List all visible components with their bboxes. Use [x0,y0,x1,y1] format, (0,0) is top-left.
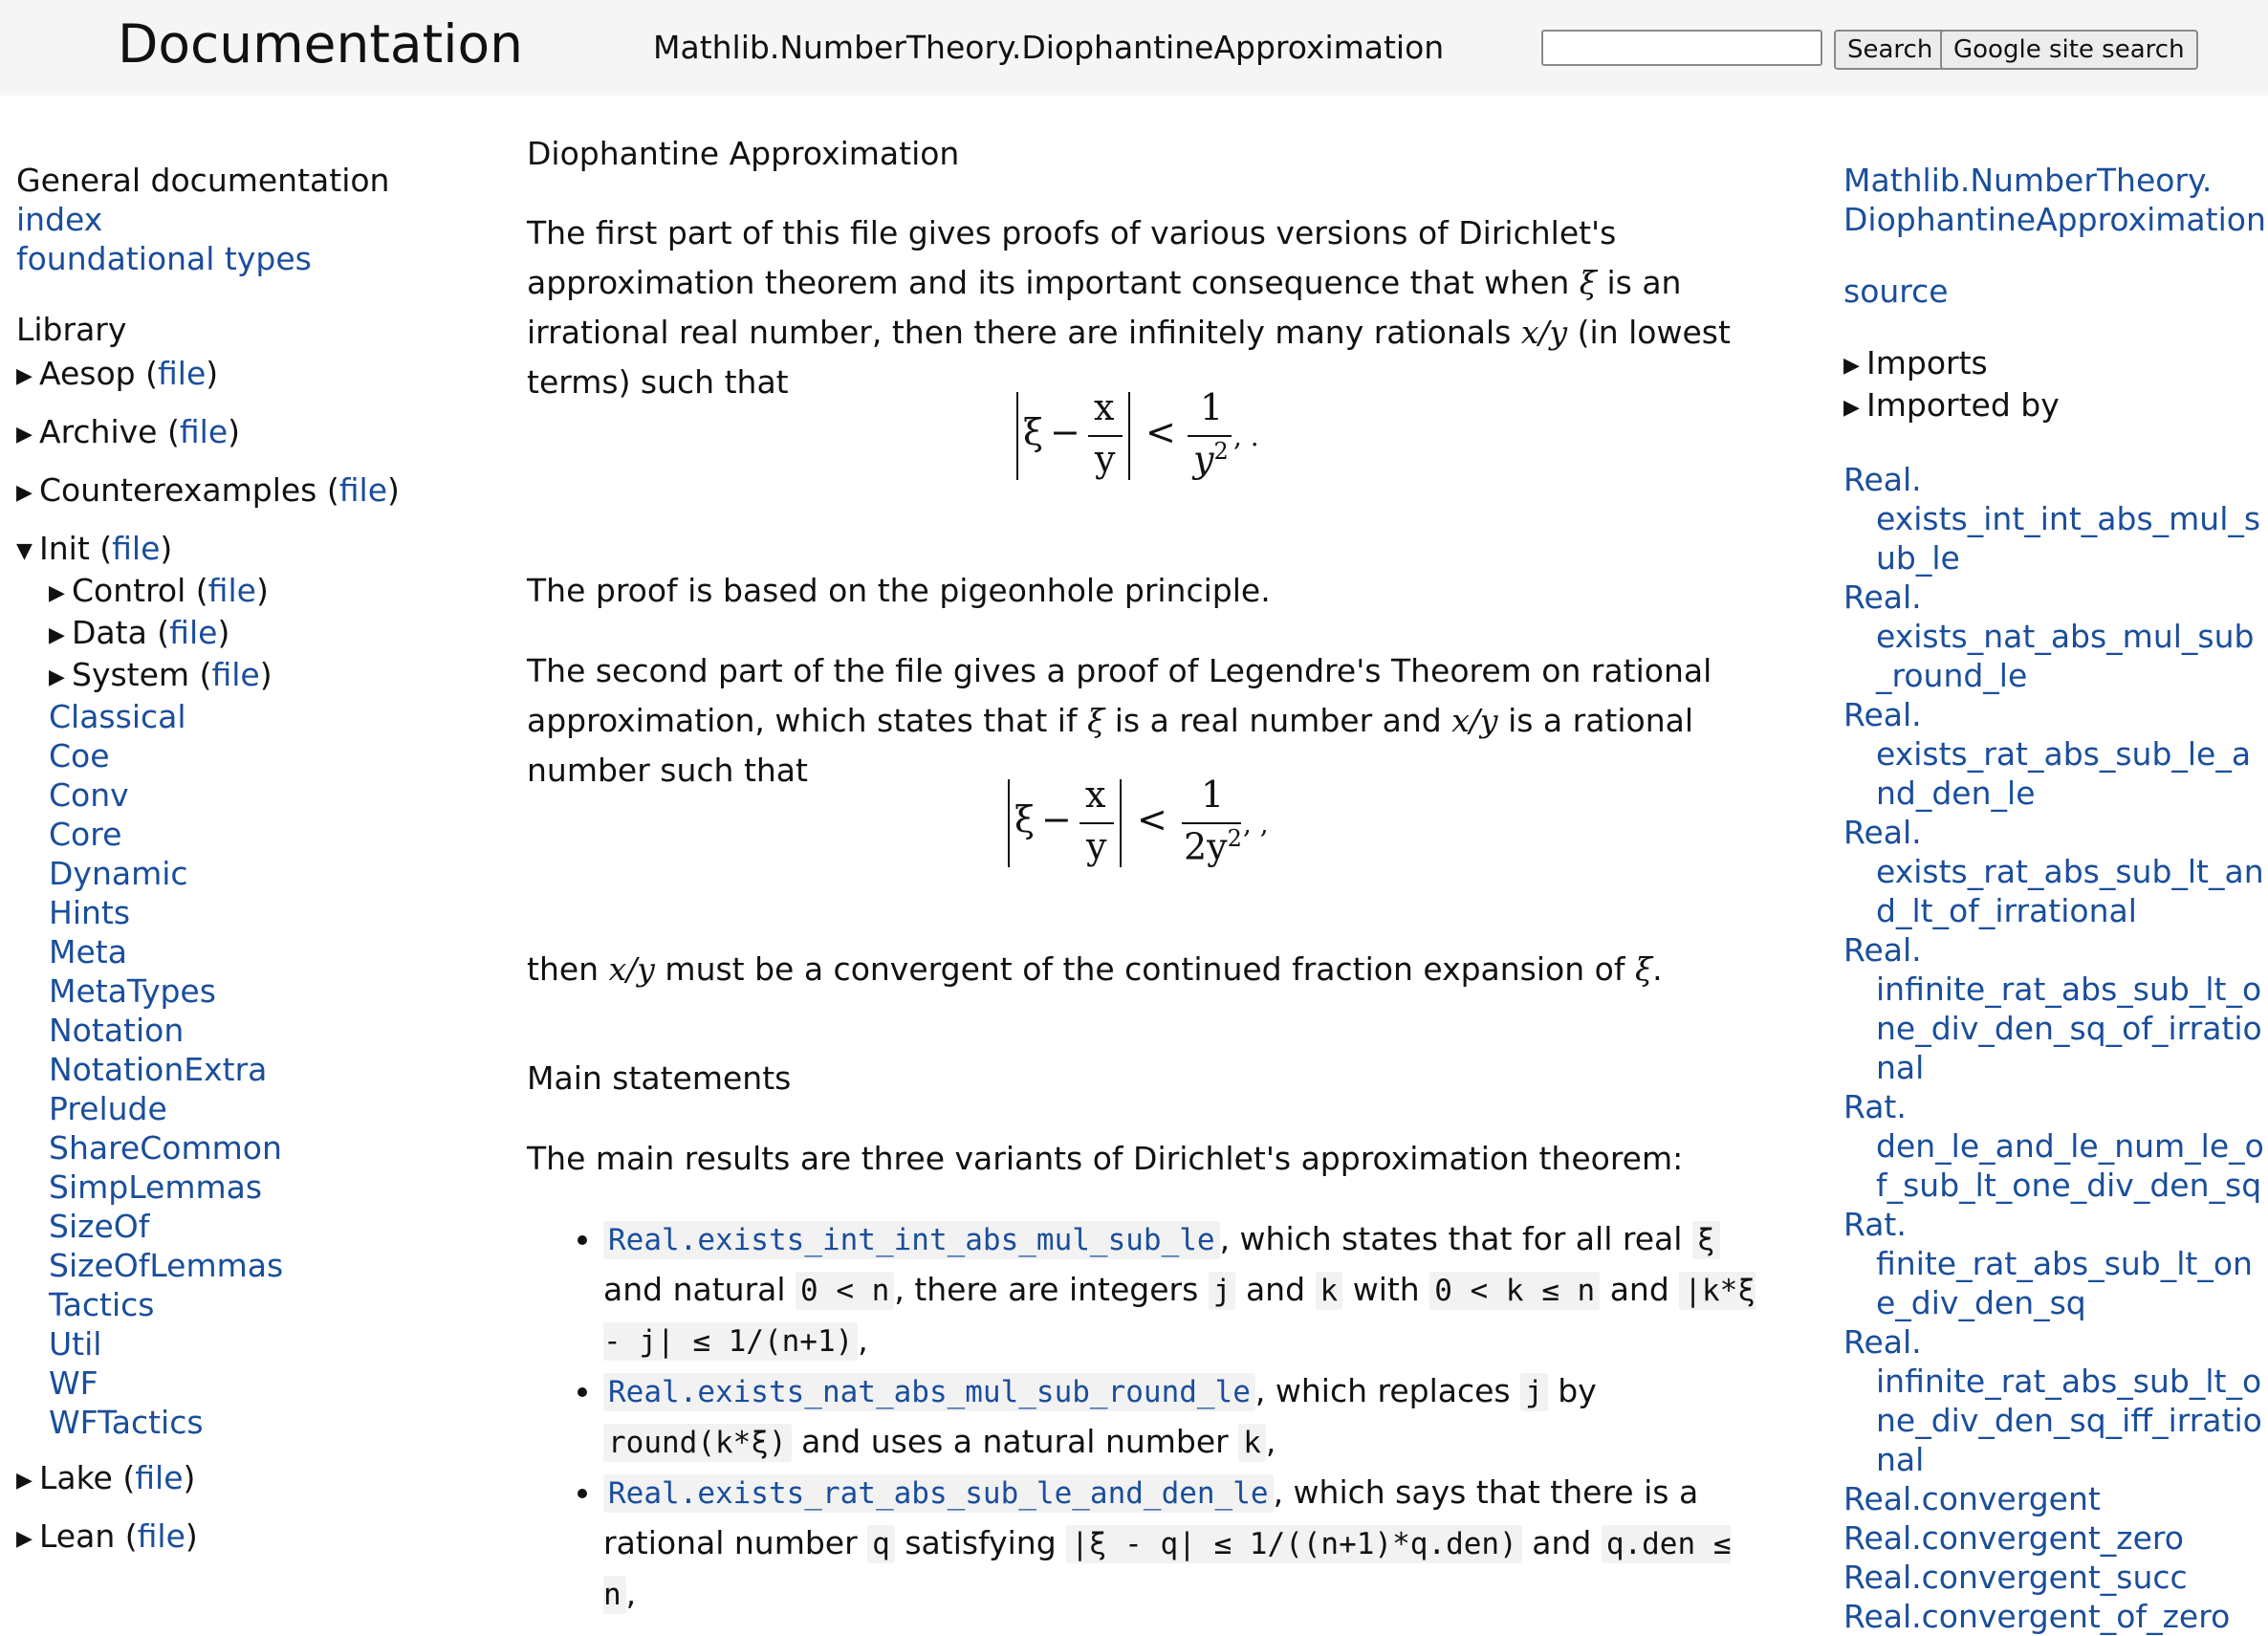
nav-link[interactable]: Prelude [49,1090,167,1127]
triangle-right-icon[interactable]: ▶ [16,364,33,388]
search-input[interactable] [1541,30,1822,66]
file-link[interactable]: file [158,355,207,392]
decl-link[interactable]: Real.convergent_of_zero [1843,1598,2231,1635]
intro-paragraph: The first part of this file gives proofs of various versions of Dirichlet's approximation theorem and its important consequence that when ξ is an irrational real number, then there are infinitely many rationals x/y (in lowest terms) such that [527,214,1731,401]
page-title: Diophantine Approximation [527,135,960,172]
triangle-right-icon[interactable]: ▶ [16,1469,33,1493]
nav-link[interactable]: WFTactics [49,1404,204,1441]
triangle-right-icon[interactable]: ▶ [1843,354,1860,378]
list-item: • Real.exists_nat_abs_mul_sub_round_le , which replaces j by round(k*ξ) and uses a natural number k , [603,1366,1770,1468]
nav-link[interactable]: Util [49,1325,102,1363]
file-link[interactable]: file [338,471,388,509]
decl-link[interactable]: Real.convergent_zero [1843,1519,2184,1557]
decl-link[interactable]: Real.convergent [1843,1480,2101,1517]
google-site-search-button[interactable]: Google site search [1940,30,2198,70]
nav-link[interactable]: Dynamic [49,855,188,892]
nav-link[interactable]: Core [49,816,122,853]
module-link[interactable]: DiophantineApproximation [1843,201,2266,238]
nav-item-aesop[interactable]: ▶ Aesop (file) [16,354,475,396]
decl-link[interactable]: Real. exists_int_int_abs_mul_sub_le [1843,461,2261,577]
nav-link[interactable]: Tactics [49,1286,155,1323]
nav-item-lean[interactable]: ▶ Lean (file) [16,1516,475,1559]
triangle-down-icon[interactable]: ▼ [16,539,33,563]
file-link[interactable]: file [207,572,256,609]
header [0,0,2268,96]
nav-link[interactable]: SimpLemmas [49,1168,263,1206]
triangle-right-icon[interactable]: ▶ [49,581,65,605]
nav-link[interactable]: WF [49,1364,98,1402]
nav-link[interactable]: Coe [49,737,110,774]
triangle-right-icon[interactable]: ▶ [1843,396,1860,420]
decl-link[interactable]: Rat. finite_rat_abs_sub_lt_one_div_den_sq [1843,1206,2253,1321]
nav-item-archive[interactable]: ▶ Archive (file) [16,412,475,454]
nav-link-foundational-types[interactable]: foundational types [16,240,312,277]
module-title: Mathlib.NumberTheory.DiophantineApproximation [653,29,1445,66]
nav-link[interactable]: SizeOfLemmas [49,1247,284,1284]
nav-link[interactable]: MetaTypes [49,972,216,1010]
triangle-right-icon[interactable]: ▶ [16,481,33,505]
nav-link[interactable]: NotationExtra [49,1051,268,1088]
decl-link[interactable]: Real.convergent_succ [1843,1559,2188,1596]
main-content [527,130,1770,1620]
file-link[interactable]: file [179,413,229,450]
triangle-right-icon[interactable]: ▶ [16,423,33,447]
triangle-right-icon[interactable]: ▶ [49,623,65,647]
convergent-paragraph: then x/y must be a convergent of the continued fraction expansion of ξ. [527,950,1663,988]
main-results-paragraph: The main results are three variants of Dirichlet's approximation theorem: [527,1140,1684,1177]
nav-item-control[interactable]: ▶ Control (file) [49,571,475,613]
nav-link[interactable]: Notation [49,1012,185,1049]
decl-link[interactable]: Rat. den_le_and_le_num_le_of_sub_lt_one_div_den_sq [1843,1088,2264,1204]
search-button[interactable]: Search [1834,30,1946,70]
declarations-nav [1843,161,2264,1636]
nav-link-index[interactable]: index [16,201,103,238]
decl-link[interactable]: Real. exists_nat_abs_mul_sub_round_le [1843,578,2255,694]
decl-link[interactable]: Real. infinite_rat_abs_sub_lt_one_div_den_sq_of_irrational [1843,931,2262,1086]
main-statements-heading: Main statements [527,1059,792,1097]
list-item: • Real.exists_int_int_abs_mul_sub_le , which states that for all real ξ and natural 0 < n , there are integers j and k with 0 < k ≤ n and |k*ξ - j| ≤ 1/(n+1) , [603,1214,1770,1366]
nav-link[interactable]: SizeOf [49,1208,150,1245]
nav-item-init[interactable]: ▼ Init (file) [16,529,475,571]
nav-link[interactable]: Hints [49,894,131,931]
nav-link[interactable]: Conv [49,776,129,814]
legendre-paragraph: The second part of the file gives a proof of Legendre's Theorem on rational approximation, which states that if ξ is a real number and x/y is a rational number such that [527,652,1712,789]
imported-by-toggle[interactable]: ▶ Imported by [1843,385,2264,427]
file-link[interactable]: file [112,530,161,567]
decl-link[interactable]: Real. exists_rat_abs_sub_le_and_den_le [1843,696,2252,812]
library-nav [16,161,475,1559]
decl-link[interactable]: Real. infinite_rat_abs_sub_lt_one_div_den_sq_iff_irrational [1843,1323,2262,1478]
file-link[interactable]: file [137,1517,185,1555]
imports-toggle[interactable]: ▶ Imports [1843,343,2264,385]
list-item: • Real.exists_rat_abs_sub_le_and_den_le , which says that there is a rational number q satisfying |ξ - q| ≤ 1/((n+1)*q.den) and q.den ≤ n , [603,1468,1770,1620]
triangle-right-icon[interactable]: ▶ [16,1527,33,1551]
results-list [527,1214,1770,1620]
nav-link[interactable]: Meta [49,933,127,971]
nav-item-data[interactable]: ▶ Data (file) [49,613,475,655]
decl-link[interactable]: Real.exists_nat_abs_mul_sub_round_le [603,1373,1255,1411]
site-title[interactable]: Documentation [118,13,523,75]
nav-link[interactable]: Classical [49,698,186,735]
nav-link[interactable]: ShareCommon [49,1129,282,1167]
nav-item-lake[interactable]: ▶ Lake (file) [16,1458,475,1500]
general-docs-heading: General documentation [16,162,390,199]
decl-link[interactable]: Real. exists_rat_abs_sub_lt_and_lt_of_irrational [1843,814,2264,929]
decl-link[interactable]: Real.exists_rat_abs_sub_le_and_den_le [603,1474,1274,1513]
file-link[interactable]: file [135,1459,184,1496]
module-link[interactable]: Mathlib.NumberTheory. [1843,162,2213,199]
file-link[interactable]: file [211,656,260,693]
triangle-right-icon[interactable]: ▶ [49,665,65,689]
source-link[interactable]: source [1843,273,1949,310]
decl-link[interactable]: Real.exists_int_int_abs_mul_sub_le [603,1221,1220,1259]
nav-item-system[interactable]: ▶ System (file) [49,655,475,697]
library-heading: Library [16,311,127,348]
pigeonhole-paragraph: The proof is based on the pigeonhole principle. [527,572,1271,609]
nav-item-counterexamples[interactable]: ▶ Counterexamples (file) [16,470,475,513]
file-link[interactable]: file [169,614,218,651]
